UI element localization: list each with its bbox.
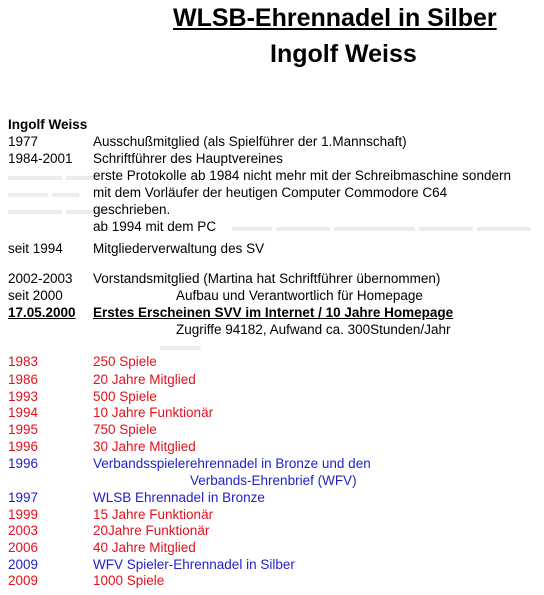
honor-text: 500 Spiele bbox=[93, 389, 157, 404]
name-heading: Ingolf Weiss bbox=[8, 117, 88, 132]
honor-text: 20 Jahre Mitglied bbox=[93, 372, 196, 387]
honor-year: 2009 bbox=[8, 573, 39, 588]
entry-date: 2002-2003 bbox=[8, 271, 73, 286]
honor-text: Verbandsspielerehrennadel in Bronze und den bbox=[93, 456, 371, 471]
honor-year: 2009 bbox=[8, 557, 39, 572]
entry-text: geschrieben. bbox=[93, 202, 171, 217]
honor-year: 1996 bbox=[8, 456, 39, 471]
honor-year: 2006 bbox=[8, 540, 39, 555]
honor-year: 1993 bbox=[8, 389, 39, 404]
entry-text: mit dem Vorläufer der heutigen Computer Commodore C64 bbox=[93, 185, 448, 200]
honor-year: 1995 bbox=[8, 422, 39, 437]
entry-text: Schriftführer des Hauptvereines bbox=[93, 151, 283, 166]
faint-residue: ▬▬▬ ▬▬ bbox=[8, 185, 80, 200]
honor-text: 40 Jahre Mitglied bbox=[93, 540, 196, 555]
honor-text: WLSB Ehrennadel in Bronze bbox=[93, 490, 265, 505]
faint-residue: ▬▬▬ bbox=[160, 338, 201, 353]
entry-text: Erstes Erscheinen SVV im Internet / 10 Jahre Homepage bbox=[93, 305, 454, 320]
honor-text: 20Jahre Funktionär bbox=[93, 523, 210, 538]
honor-year: 1994 bbox=[8, 405, 39, 420]
entry-date: seit 2000 bbox=[8, 288, 63, 303]
entry-text: Vorstandsmitglied (Martina hat Schriftführer übernommen) bbox=[93, 271, 441, 286]
entry-date: 17.05.2000 bbox=[8, 305, 76, 320]
entry-text: Zugriffe 94182, Aufwand ca. 300Stunden/Jahr bbox=[176, 322, 451, 337]
entry-date: 1977 bbox=[8, 134, 39, 149]
entry-date: seit 1994 bbox=[8, 241, 63, 256]
faint-residue: ▬▬▬ ▬▬▬▬ ▬▬▬▬▬▬ ▬▬▬▬ ▬▬▬▬ bbox=[232, 219, 531, 234]
faint-residue: ▬▬▬▬ ▬▬ bbox=[8, 168, 93, 183]
honor-year: 1999 bbox=[8, 507, 39, 522]
page-subtitle: Ingolf Weiss bbox=[270, 40, 417, 68]
honor-year: 1996 bbox=[8, 439, 39, 454]
honor-text: 30 Jahre Mitglied bbox=[93, 439, 196, 454]
honor-text: 750 Spiele bbox=[93, 422, 157, 437]
honor-text: 250 Spiele bbox=[93, 354, 157, 369]
entry-text: Mitgliederverwaltung des SV bbox=[93, 241, 265, 256]
honor-year: 2003 bbox=[8, 523, 39, 538]
entry-date: 1984-2001 bbox=[8, 151, 73, 166]
entry-text: Ausschußmitglied (als Spielführer der 1.Mannschaft) bbox=[93, 134, 407, 149]
honor-year: 1986 bbox=[8, 372, 39, 387]
honor-text: 15 Jahre Funktionär bbox=[93, 507, 214, 522]
page-title: WLSB-Ehrennadel in Silber bbox=[173, 4, 497, 32]
honor-text: 10 Jahre Funktionär bbox=[93, 405, 214, 420]
honor-text: WFV Spieler-Ehrennadel in Silber bbox=[93, 557, 295, 572]
honor-year: 1983 bbox=[8, 354, 39, 369]
entry-text: erste Protokolle ab 1984 nicht mehr mit der Schreibmaschine sondern bbox=[93, 168, 511, 183]
honor-text: Verbands-Ehrenbrief (WFV) bbox=[190, 473, 357, 488]
entry-text: Aufbau und Verantwortlich für Homepage bbox=[176, 288, 423, 303]
honor-text: 1000 Spiele bbox=[93, 573, 165, 588]
honor-year: 1997 bbox=[8, 490, 39, 505]
faint-residue: ▬▬▬▬ ▬▬▬ bbox=[8, 202, 107, 217]
entry-text: ab 1994 mit dem PC bbox=[93, 219, 217, 234]
